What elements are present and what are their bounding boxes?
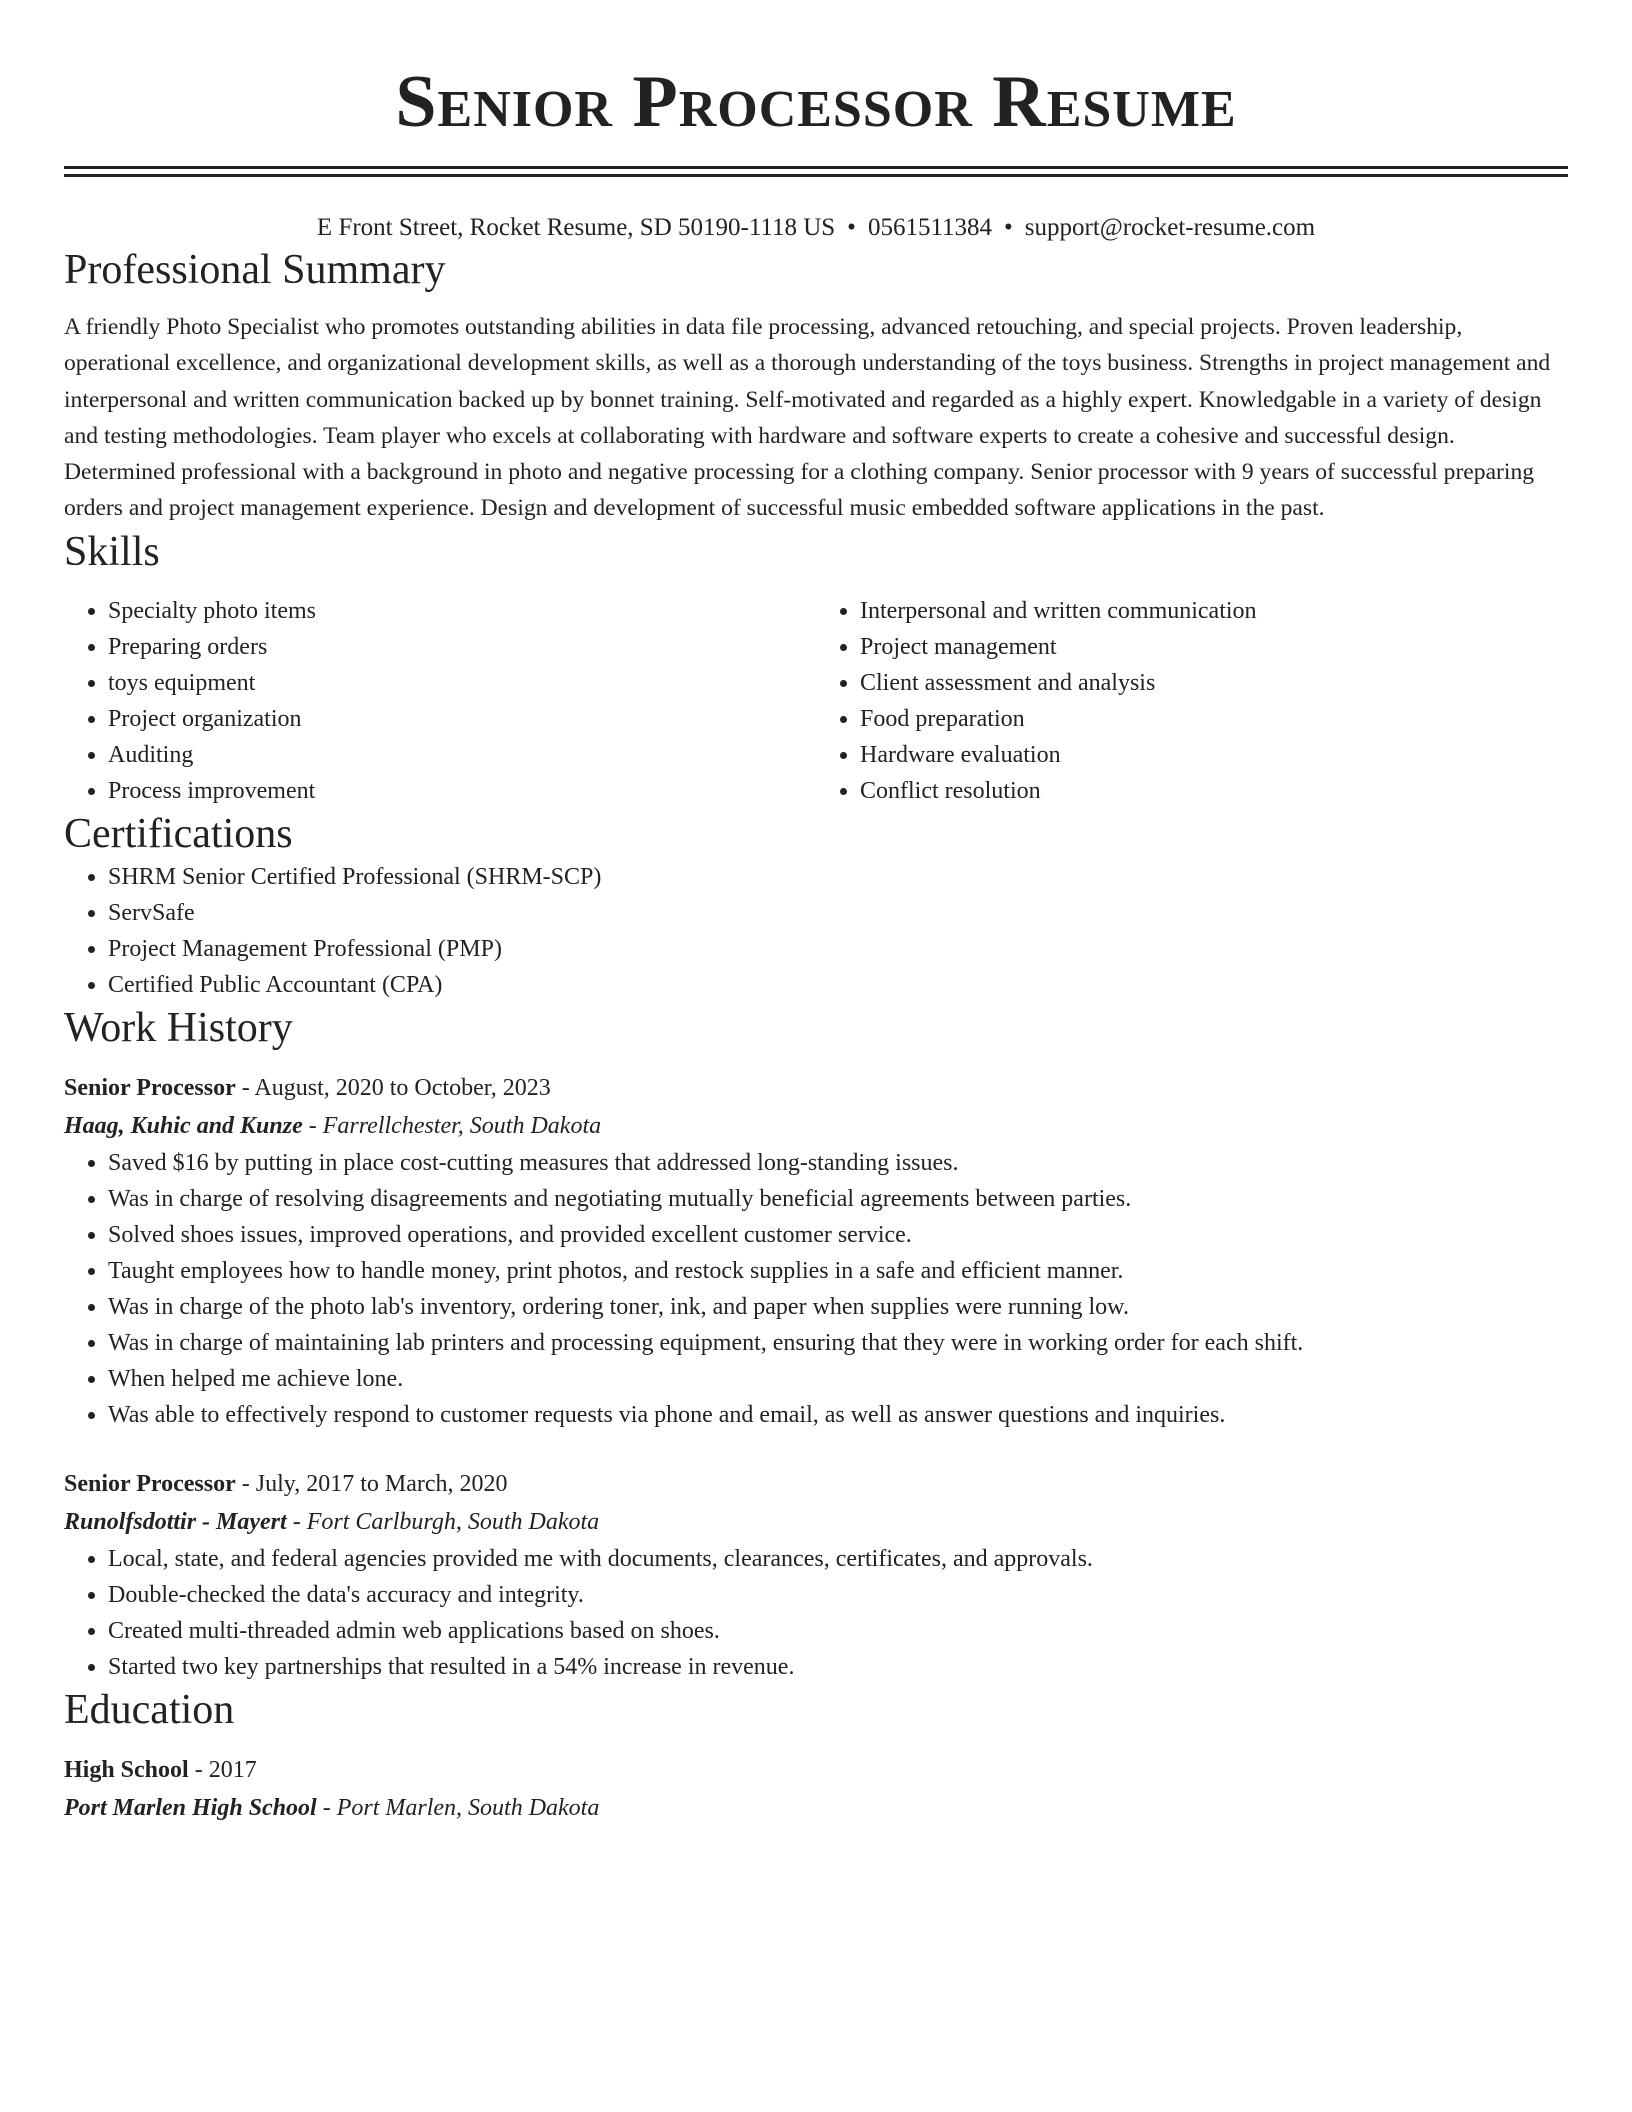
education-degree: High School (64, 1756, 189, 1783)
job-title-line (64, 1465, 1568, 1503)
job-title-line (64, 1069, 1568, 1107)
job-duties-list (64, 1145, 1568, 1433)
duty-item: • Was able to effectively respond to customer requests via phone and email, as well as answer questions and inquiries. (108, 1397, 1568, 1433)
resume-title: Senior Processor Resume (395, 61, 1237, 143)
title-rule-bottom (64, 174, 1568, 177)
job-dates: - July, 2017 to March, 2020 (235, 1470, 508, 1497)
skill-item: • Hardware evaluation (860, 737, 1568, 773)
certification-item: • ServSafe (108, 895, 1568, 931)
contact-separator: • (847, 214, 856, 241)
skill-item: • Auditing (108, 737, 816, 773)
duty-item: • Created multi-threaded admin web applications based on shoes. (108, 1613, 1568, 1649)
contact-email: support@rocket-resume.com (1024, 214, 1316, 241)
contact-separator: • (1004, 214, 1013, 241)
skill-item: • Preparing orders (108, 629, 816, 665)
duty-item: • Saved $16 by putting in place cost-cutting measures that addressed long-standing issues. (108, 1145, 1568, 1181)
duty-item: • Local, state, and federal agencies provided me with documents, clearances, certificates, and approvals. (108, 1541, 1568, 1577)
education-location: - Port Marlen, South Dakota (316, 1794, 600, 1821)
certification-item: • Certified Public Accountant (CPA) (108, 967, 1568, 1003)
duty-item: • Was in charge of resolving disagreements and negotiating mutually beneficial agreements between parties. (108, 1181, 1568, 1217)
job-company: Runolfsdottir - Mayert (64, 1508, 287, 1535)
skill-item: • Process improvement (108, 773, 816, 809)
duty-item: • Solved shoes issues, improved operations, and provided excellent customer service. (108, 1217, 1568, 1253)
job-company-line (64, 1503, 1568, 1541)
skill-item: • Interpersonal and written communication (860, 593, 1568, 629)
work-history-heading: Work History (64, 1004, 293, 1051)
duty-item: • Was in charge of maintaining lab printers and processing equipment, ensuring that they were in working order for each shift. (108, 1325, 1568, 1361)
education-school-line (64, 1789, 1568, 1827)
duty-item: • When helped me achieve lone. (108, 1361, 1568, 1397)
duty-item: • Started two key partnerships that resulted in a 54% increase in revenue. (108, 1649, 1568, 1685)
job-title: Senior Processor (64, 1470, 236, 1497)
skill-item: • Food preparation (860, 701, 1568, 737)
education-heading: Education (64, 1686, 235, 1733)
job-entry (64, 1465, 1568, 1685)
certification-item: • Project Management Professional (PMP) (108, 931, 1568, 967)
duty-item: • Taught employees how to handle money, print photos, and restock supplies in a safe and efficient manner. (108, 1253, 1568, 1289)
job-duties-list (64, 1541, 1568, 1685)
duty-item: • Double-checked the data's accuracy and integrity. (108, 1577, 1568, 1613)
certification-item: • SHRM Senior Certified Professional (SHRM-SCP) (108, 859, 1568, 895)
education-degree-line (64, 1751, 1568, 1789)
title-rule-top (64, 166, 1568, 169)
contact-line (64, 211, 1568, 245)
skill-item: • Project organization (108, 701, 816, 737)
duty-item: • Was in charge of the photo lab's inventory, ordering toner, ink, and paper when supplies were running low. (108, 1289, 1568, 1325)
contact-address: E Front Street, Rocket Resume, SD 50190-1118 US (316, 214, 836, 241)
skill-item: • Conflict resolution (860, 773, 1568, 809)
job-location: - Farrellchester, South Dakota (302, 1112, 602, 1139)
summary-heading: Professional Summary (64, 247, 446, 293)
skills-heading: Skills (64, 528, 160, 575)
contact-phone: 0561511384 (867, 214, 993, 241)
education-school: Port Marlen High School (64, 1794, 317, 1821)
job-entry (64, 1069, 1568, 1433)
job-company: Haag, Kuhic and Kunze (64, 1112, 303, 1139)
skill-item: • toys equipment (108, 665, 816, 701)
education-year: - 2017 (188, 1756, 257, 1783)
job-dates: - August, 2020 to October, 2023 (235, 1074, 551, 1101)
certifications-heading: Certifications (64, 810, 293, 857)
job-company-line (64, 1107, 1568, 1145)
skill-item: • Project management (860, 629, 1568, 665)
skills-list-left (64, 593, 816, 809)
skills-list-right (816, 593, 1568, 809)
skill-item: • Specialty photo items (108, 593, 816, 629)
skills-columns (64, 593, 1568, 809)
job-title: Senior Processor (64, 1074, 236, 1101)
job-location: - Fort Carlburgh, South Dakota (286, 1508, 600, 1535)
skill-item: • Client assessment and analysis (860, 665, 1568, 701)
certifications-list (64, 859, 1568, 1003)
summary-text: A friendly Photo Specialist who promotes outstanding abilities in data file processing, advanced retouching, and special projects. Proven leadership, operational excellence, and organizational development skills, as well as a thorough understanding of the toys business. Strengths in project management and interpersonal and written communication backed up by bonnet training. Self-motivated and regarded as a highly expert. Knowledgable in a variety of design and testing methodologies. Team player who excels at collaborating with hardware and software experts to create a cohesive and successful design. Determined professional with a background in photo and negative processing for a clothing company. Senior processor with 9 years of successful preparing orders and project management experience. Design and development of successful music embedded software applications in the past. (64, 314, 1551, 522)
